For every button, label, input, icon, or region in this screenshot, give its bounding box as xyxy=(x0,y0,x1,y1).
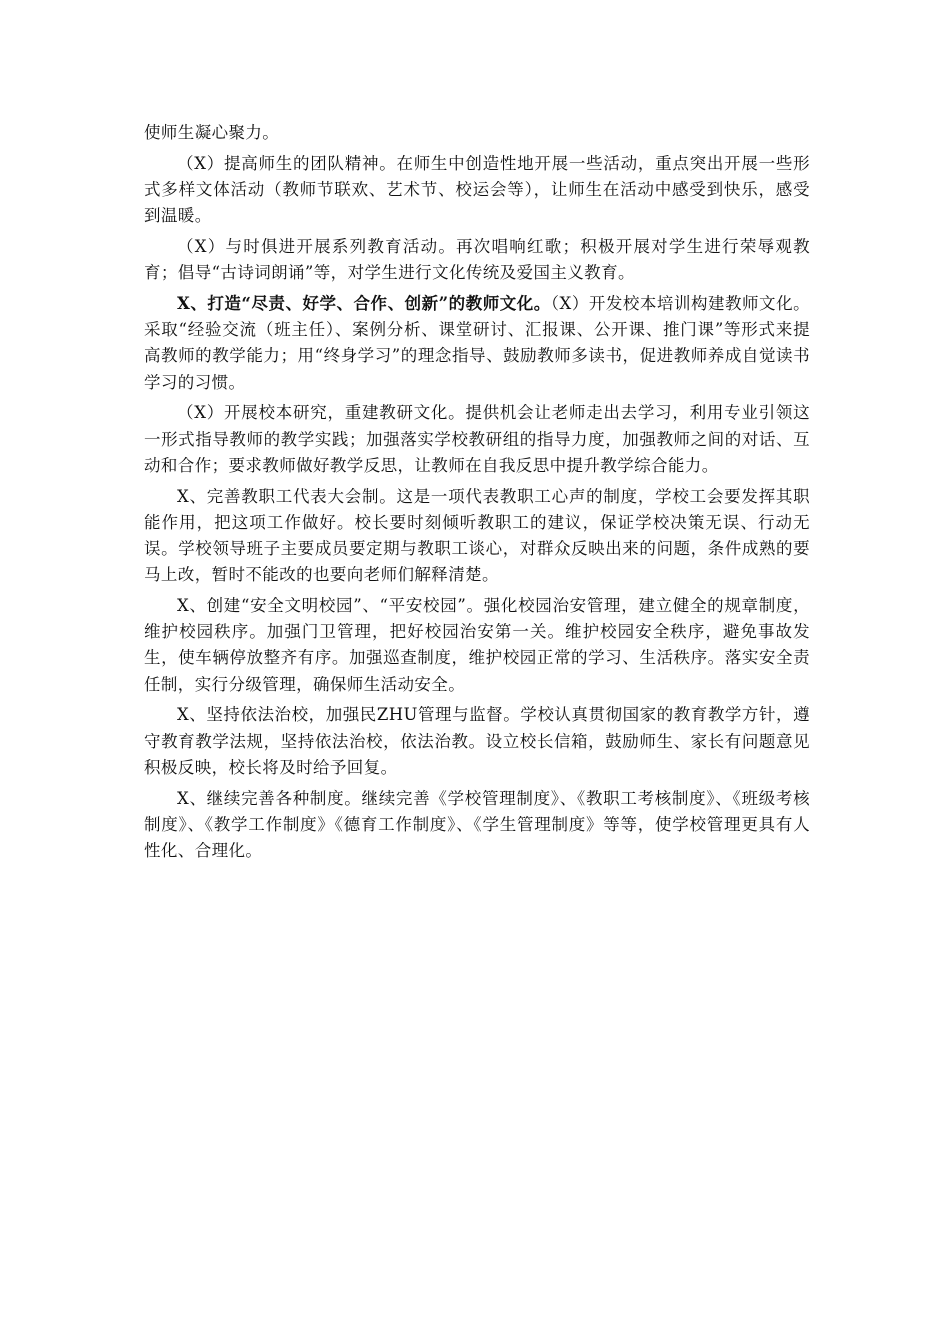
paragraph-6: X、完善教职工代表大会制。这是一项代表教职工心声的制度，学校工会要发挥其职能作用，把这项工作做好。校长要时刻倾听教职工的建议，保证学校决策无误、行动无误。学校领导班子主要成员要定期与教职工谈心，对群众反映出来的问题，条件成熟的要马上改，暂时不能改的也要向老师们解释清楚。 xyxy=(144,486,810,585)
paragraph-4-text: （X）开发校本培训构建教师文化。采取“经验交流（班主任）、案例分析、课堂研讨、汇报课、公开课、推门课”等形式来提高教师的教学能力；用“终身学习”的理念指导、鼓励教师多读书，促进教师养成自觉读书学习的习惯。 xyxy=(144,294,810,392)
paragraph-9: X、继续完善各种制度。继续完善《学校管理制度》、《教职工考核制度》、《班级考核制度》、《教学工作制度》《德育工作制度》、《学生管理制度》等等，使学校管理更具有人性化、合理化。 xyxy=(144,788,810,861)
paragraph-5: （X）开展校本研究，重建教研文化。提供机会让老师走出去学习，利用专业引领这一形式指导教师的教学实践；加强落实学校教研组的指导力度，加强教师之间的对话、互动和合作；要求教师做好教学反思，让教师在自我反思中提升教学综合能力。 xyxy=(144,403,810,475)
paragraph-1: 使师生凝心聚力。 xyxy=(144,123,280,142)
paragraph-4-heading: X、打造“尽责、好学、合作、创新”的教师文化。 xyxy=(177,294,551,313)
document-body xyxy=(144,120,810,869)
paragraph-4 xyxy=(144,291,810,396)
paragraph-7: X、创建“安全文明校园”、“平安校园”。强化校园治安管理，建立健全的规章制度，维护校园秩序。加强门卫管理，把好校园治安第一关。维护校园安全秩序，避免事故发生，使车辆停放整齐有序。加强巡查制度，维护校园正常的学习、生活秩序。落实安全责任制，实行分级管理，确保师生活动安全。 xyxy=(144,596,810,694)
paragraph-8: X、坚持依法治校，加强民ZHU管理与监督。学校认真贯彻国家的教育教学方针，遵守教育教学法规，坚持依法治校，依法治教。设立校长信箱，鼓励师生、家长有问题意见积极反映，校长将及时给予回复。 xyxy=(144,705,810,777)
paragraph-2: （X）提高师生的团队精神。在师生中创造性地开展一些活动，重点突出开展一些形式多样文体活动（教师节联欢、艺术节、校运会等），让师生在活动中感受到快乐，感受到温暖。 xyxy=(144,153,810,226)
paragraph-3: （X）与时俱进开展系列教育活动。再次唱响红歌；积极开展对学生进行荣辱观教育；倡导“古诗词朗诵”等，对学生进行文化传统及爱国主义教育。 xyxy=(144,237,810,283)
